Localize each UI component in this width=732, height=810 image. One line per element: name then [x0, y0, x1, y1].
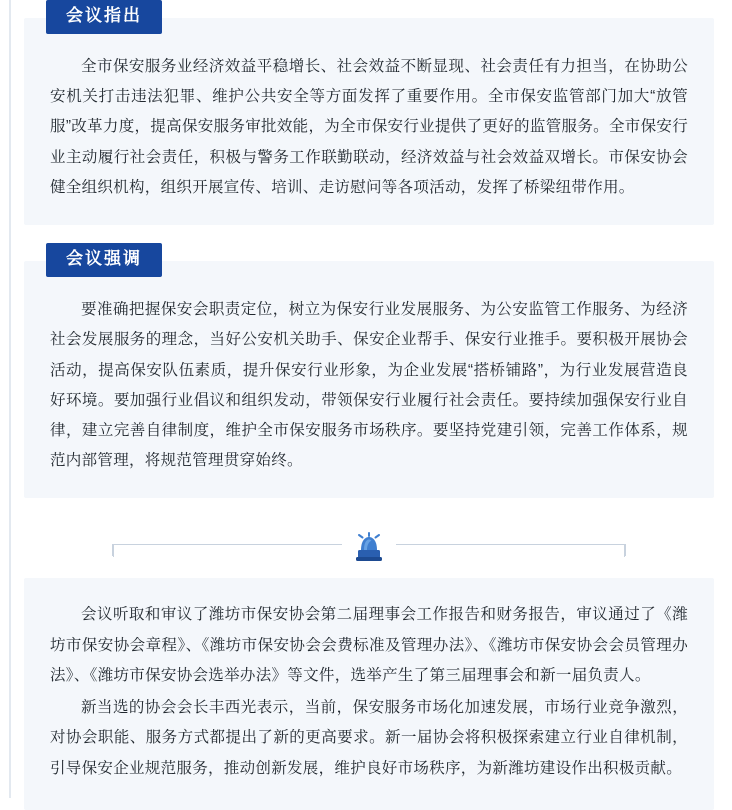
section-tag-label: 会议强调 [46, 243, 162, 277]
paragraph: 要准确把握保安会职责定位，树立为保安行业发展服务、为公安监管工作服务、为经济社会发展服务的理念，当好公安机关助手、保安企业帮手、保安行业推手。要积极开展协会活动，提高保安队伍素质，提升保安行业形象，为企业发展“搭桥铺路”，为行业发展营造良好环境。要加强行业倡议和组织发动，带领保安行业履行社会责任。要持续加强保安行业自律，建立完善自律制度，维护全市保安服务市场秩序。要坚持党建引领，完善工作体系，规范内部管理，将规范管理贯穿始终。 [50, 301, 688, 470]
section-body [24, 18, 714, 225]
section-meeting-emphasis [24, 243, 714, 498]
paragraph: 全市保安服务业经济效益平稳增长、社会效益不断显现、社会责任有力担当，在协助公安机关打击违法犯罪、维护公共安全等方面发挥了重要作用。全市保安监管部门加大“放管服”改革力度，提高保安服务审批效能，为全市保安行业提供了更好的监管服务。全市保安行业主动履行社会责任，积极与警务工作联勤联动，经济效益与社会效益双增长。市保安协会健全组织机构，组织开展宣传、培训、走访慰问等各项活动，发挥了桥梁纽带作用。 [50, 58, 688, 196]
alarm-lamp-icon [354, 524, 384, 566]
section-meeting-points [24, 0, 714, 225]
section-body [24, 261, 714, 498]
paragraph: 新当选的协会会长丰西光表示，当前，保安服务市场化加速发展，市场行业竞争激烈，对协会职能、服务方式都提出了新的更高要求。新一届协会将积极探索建立行业自律机制，引导保安企业规范服务，推动创新发展，维护良好市场秩序，为新潍坊建设作出积极贡献。 [50, 699, 688, 777]
paragraph: 会议听取和审议了潍坊市保安协会第二届理事会工作报告和财务报告，审议通过了《潍坊市保安协会章程》、《潍坊市保安协会会费标准及管理办法》、《潍坊市保安协会会员管理办法》、《潍坊市保安协会选举办法》等文件，选举产生了第三届理事会和新一届负责人。 [50, 606, 688, 684]
decorative-divider [24, 516, 714, 574]
section-tag-wrap [24, 243, 714, 279]
section-tag-label: 会议指出 [46, 0, 162, 34]
section-tag-wrap [24, 0, 714, 36]
closing-block [24, 578, 714, 809]
